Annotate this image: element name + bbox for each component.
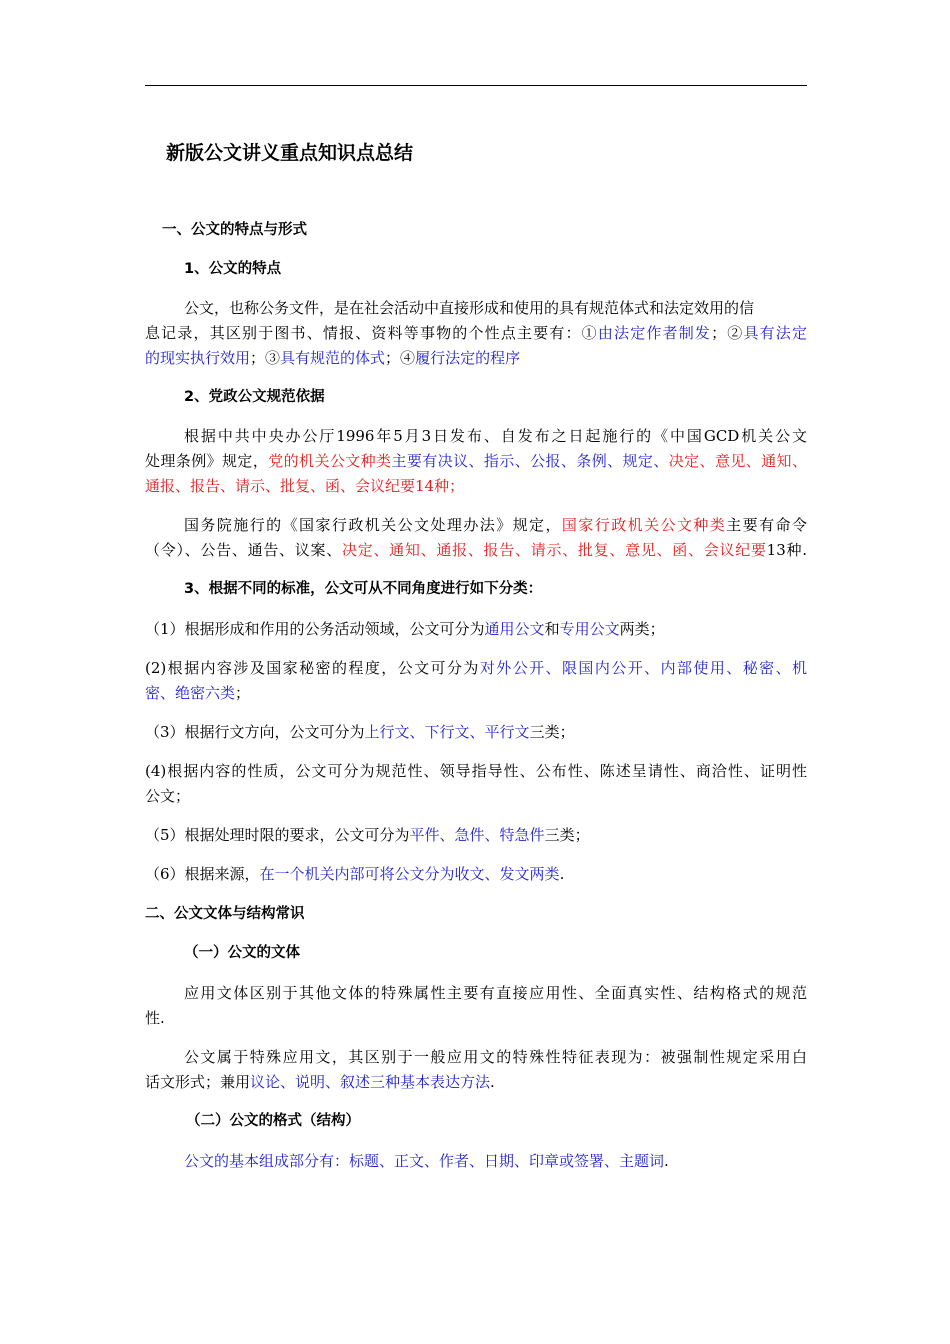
paragraph-line: 公文，也称公务文件，是在社会活动中直接形成和使用的具有规范体式和法定效用的信 <box>184 299 755 317</box>
list-item: 密、绝密六类； <box>145 684 251 702</box>
section-2-2-heading: （二）公文的格式（结构） <box>186 1113 360 1129</box>
list-item: （1）根据形成和作用的公务活动领域，公文可分为通用公文和专用公文两类； <box>145 620 665 638</box>
paragraph-line: 处理条例》规定，党的机关公文种类主要有决议、指示、公报、条例、规定、决定、意见、通知、 <box>145 452 807 470</box>
paragraph-line: 话文形式；兼用议论、说明、叙述三种基本表达方法. <box>145 1073 495 1091</box>
paragraph-line: 通报、报告、请示、批复、函、会议纪要14种； <box>145 477 465 495</box>
paragraph-line: 公文属于特殊应用文，其区别于一般应用文的特殊性特征表现为：被强制性规定采用白 <box>184 1048 807 1066</box>
header-rule <box>145 85 807 86</box>
paragraph-line: 根据中共中央办公厅1996年5月3日发布、自发布之日起施行的《中国GCD机关公文 <box>184 427 807 445</box>
list-item: （5）根据处理时限的要求，公文可分为平件、急件、特急件三类； <box>145 826 590 844</box>
paragraph-line: 的现实执行效用；③具有规范的体式；④履行法定的程序 <box>145 349 521 367</box>
paragraph-line: 应用文体区别于其他文体的特殊属性主要有直接应用性、全面真实性、结构格式的规范 <box>184 984 807 1002</box>
list-item: 公文； <box>145 787 191 805</box>
list-item: (2)根据内容涉及国家秘密的程度，公文可分为对外公开、限国内公开、内部使用、秘密、机 <box>145 659 807 677</box>
paragraph-line: 公文的基本组成部分有：标题、正文、作者、日期、印章或签署、主题词. <box>184 1152 669 1170</box>
paragraph-line: 性. <box>145 1009 165 1027</box>
page-title: 新版公文讲义重点知识点总结 <box>166 142 414 164</box>
section-1-3-heading: 3、根据不同的标准，公文可从不同角度进行如下分类： <box>184 581 543 597</box>
paragraph-line: 国务院施行的《国家行政机关公文处理办法》规定，国家行政机关公文种类主要有命令 <box>184 516 807 534</box>
section-1-1-heading: 1、公文的特点 <box>184 261 282 277</box>
list-item: (4)根据内容的性质，公文可分为规范性、领导指导性、公布性、陈述呈请性、商洽性、证明性 <box>145 762 807 780</box>
list-item: （3）根据行文方向，公文可分为上行文、下行文、平行文三类； <box>145 723 575 741</box>
section-1-2-heading: 2、党政公文规范依据 <box>184 389 325 405</box>
list-item: （6）根据来源，在一个机关内部可将公文分为收文、发文两类. <box>145 865 565 883</box>
section-1-heading: 一、公文的特点与形式 <box>162 222 307 238</box>
paragraph-line: 息记录，其区别于图书、情报、资料等事物的个性点主要有：①由法定作者制发；②具有法定 <box>145 324 807 342</box>
section-2-1-heading: （一）公文的文体 <box>184 945 300 961</box>
paragraph-line: （令）、公告、通告、议案、决定、通知、通报、报告、请示、批复、意见、函、会议纪要13种. <box>145 541 807 559</box>
section-2-heading: 二、公文文体与结构常识 <box>145 906 305 922</box>
